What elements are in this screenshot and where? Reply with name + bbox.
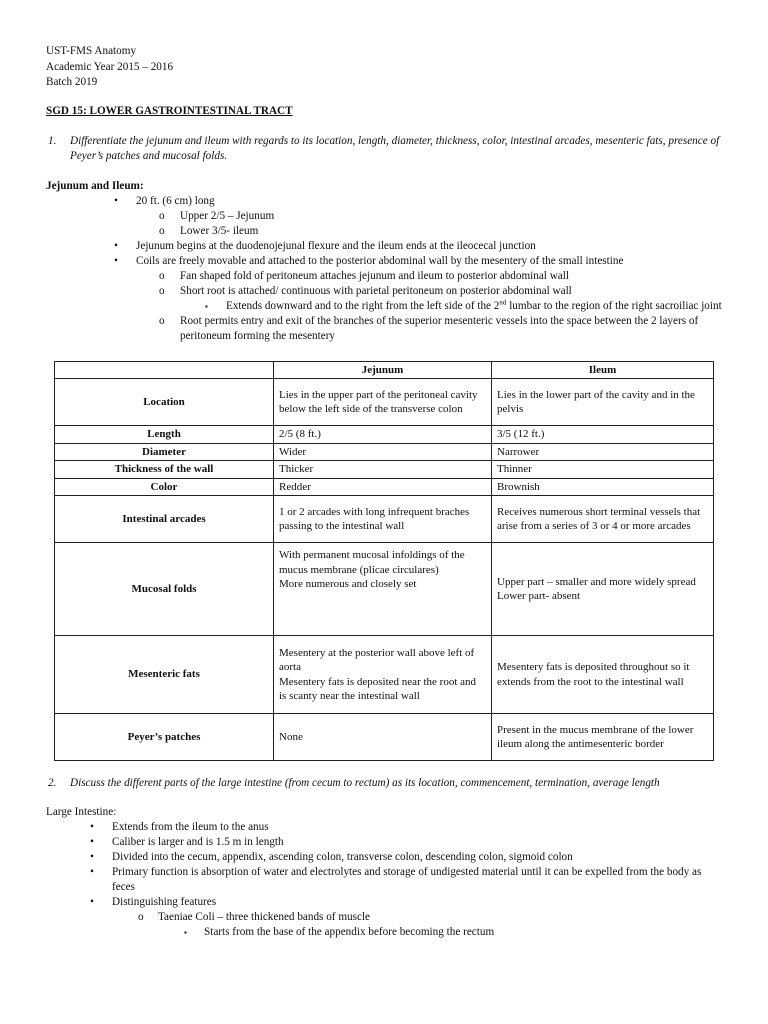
list-item: o Lower 3/5- ileum <box>159 224 259 237</box>
row-label: Mucosal folds <box>55 543 274 636</box>
ileum-cell: Lies in the lower part of the cavity and in the pelvis <box>492 379 714 426</box>
row-label: Location <box>55 379 274 426</box>
question-2 <box>46 776 726 791</box>
square-bullet-icon: ▪ <box>205 301 208 311</box>
question-text: Discuss the different parts of the large intestine (from cecum to rectum) as its location, commencement, termination, average length <box>70 777 660 789</box>
list-item: o Short root is attached/ continuous with parietal peritoneum on posterior abdominal wall <box>159 284 572 297</box>
table-row <box>55 714 714 761</box>
jejunum-cell: 1 or 2 arcades with long infrequent braches passing to the intestinal wall <box>274 496 492 543</box>
question-1 <box>46 134 726 164</box>
course-name: UST-FMS Anatomy <box>46 45 137 57</box>
ileum-cell: Brownish <box>492 478 714 496</box>
circle-bullet-icon: o <box>159 314 165 327</box>
bullet-icon: • <box>90 866 94 878</box>
jejunum-cell: With permanent mucosal infoldings of the mucus membrane (plicae circulares) More numerous and closely set <box>274 543 492 636</box>
ileum-cell: Thinner <box>492 461 714 479</box>
batch: Batch 2019 <box>46 76 98 88</box>
ileum-cell: Upper part – smaller and more widely spread Lower part- absent <box>492 543 714 636</box>
list-item: ▪ Starts from the base of the appendix before becoming the rectum <box>184 926 495 938</box>
row-label: Intestinal arcades <box>55 496 274 543</box>
bullet-icon: • <box>90 821 94 833</box>
academic-year: Academic Year 2015 – 2016 <box>46 60 174 73</box>
jejunum-cell: 2/5 (8 ft.) <box>274 426 492 444</box>
question-text: Differentiate the jejunum and ileum with regards to its location, length, diameter, thickness, color, intestinal arcades, mesenteric fats, presence of Peyer’s patches and mucosal folds. <box>70 134 720 162</box>
circle-bullet-icon: o <box>159 269 165 282</box>
document-title: SGD 15: LOWER GASTROINTESTINAL TRACT <box>46 104 293 117</box>
table-header-row <box>55 361 714 379</box>
large-intestine-list <box>46 820 726 940</box>
list-item: o Root permits entry and exit of the branches of the superior mesenteric vessels into the space between the 2 layers of peritoneum forming the mesentery <box>159 314 699 342</box>
row-label: Peyer’s patches <box>55 714 274 761</box>
ileum-cell: Narrower <box>492 443 714 461</box>
jejunum-cell: Mesentery at the posterior wall above left of aorta Mesentery fats is deposited near the root and is scanty near the intestinal wall <box>274 636 492 714</box>
circle-bullet-icon: o <box>159 284 165 297</box>
list-item: • Coils are freely movable and attached to the posterior abdominal wall by the mesentery of the small intestine <box>114 254 624 267</box>
course-header <box>46 44 726 91</box>
row-label: Mesenteric fats <box>55 636 274 714</box>
list-item: ▪ Extends downward and to the right from the left side of the 2nd lumbar to the region of the right sacroiliac joint <box>205 297 722 312</box>
table-header-jejunum: Jejunum <box>274 361 492 379</box>
document-page <box>46 44 726 940</box>
bullet-icon: • <box>90 896 94 908</box>
bullet-icon: • <box>90 836 94 848</box>
table-row <box>55 426 714 444</box>
row-label: Diameter <box>55 443 274 461</box>
list-item: • Extends from the ileum to the anus <box>90 821 269 833</box>
ileum-cell: Present in the mucus membrane of the lower ileum along the antimesenteric border <box>492 714 714 761</box>
list-item: • Divided into the cecum, appendix, ascending colon, transverse colon, descending colon, sigmoid colon <box>90 851 573 863</box>
list-item: • Primary function is absorption of water and electrolytes and storage of undigested material until it can be expelled from the body as feces <box>90 866 702 893</box>
list-item: o Upper 2/5 – Jejunum <box>159 209 275 222</box>
list-item: • 20 ft. (6 cm) long <box>114 194 215 207</box>
bullet-icon: • <box>90 851 94 863</box>
bullet-icon: • <box>114 254 118 267</box>
row-label: Color <box>55 478 274 496</box>
section-heading: Jejunum and Ileum: <box>46 179 144 192</box>
table-row <box>55 379 714 426</box>
ileum-cell: Receives numerous short terminal vessels that arise from a series of 3 or 4 or more arcades <box>492 496 714 543</box>
table-row <box>55 443 714 461</box>
square-bullet-icon: ▪ <box>184 928 187 937</box>
row-label: Length <box>55 426 274 444</box>
bullet-icon: • <box>114 239 118 252</box>
section-heading: Large Intestine: <box>46 806 117 818</box>
ileum-cell: 3/5 (12 ft.) <box>492 426 714 444</box>
circle-bullet-icon: o <box>159 224 165 237</box>
jejunum-cell: Lies in the upper part of the peritoneal cavity below the left side of the transverse colon <box>274 379 492 426</box>
table-row <box>55 496 714 543</box>
jejunum-cell: Wider <box>274 443 492 461</box>
list-item: o Fan shaped fold of peritoneum attaches jejunum and ileum to posterior abdominal wall <box>159 269 569 282</box>
table-row <box>55 543 714 636</box>
question-number: 2. <box>48 777 57 789</box>
ileum-cell: Mesentery fats is deposited throughout so it extends from the root to the intestinal wall <box>492 636 714 714</box>
circle-bullet-icon: o <box>138 911 144 923</box>
circle-bullet-icon: o <box>159 209 165 222</box>
list-item: • Distinguishing features <box>90 896 217 908</box>
jejunum-cell: Redder <box>274 478 492 496</box>
table-row <box>55 461 714 479</box>
table-row <box>55 636 714 714</box>
row-label: Thickness of the wall <box>55 461 274 479</box>
jejunum-ileum-list <box>46 194 726 344</box>
jejunum-cell: Thicker <box>274 461 492 479</box>
table-header-empty <box>55 361 274 379</box>
jejunum-cell: None <box>274 714 492 761</box>
list-item: • Jejunum begins at the duodenojejunal flexure and the ileum ends at the ileocecal junction <box>114 239 536 252</box>
bullet-icon: • <box>114 194 118 207</box>
list-item: o Taeniae Coli – three thickened bands of muscle <box>138 911 371 923</box>
question-number: 1. <box>48 134 57 147</box>
comparison-table <box>54 361 714 762</box>
list-item: • Caliber is larger and is 1.5 m in length <box>90 836 284 848</box>
table-row <box>55 478 714 496</box>
table-header-ileum: Ileum <box>492 361 714 379</box>
